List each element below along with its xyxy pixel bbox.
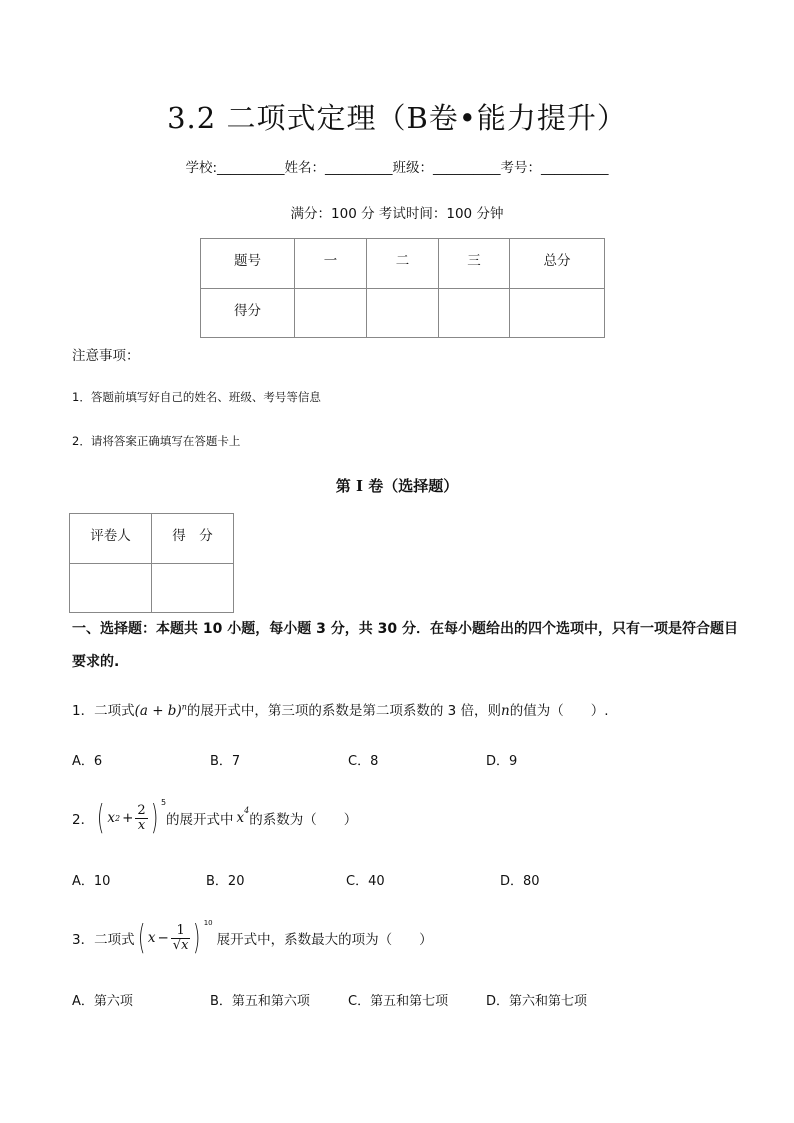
option-a[interactable]: A．第六项 <box>72 994 133 1009</box>
question-1-exponent: n <box>181 702 187 712</box>
left-paren: ( <box>97 798 105 838</box>
question-3-outer-exponent: 10 <box>203 919 213 927</box>
option-d[interactable]: D．9 <box>486 754 518 769</box>
question-1 <box>72 699 609 719</box>
question-1-variable: n <box>501 703 510 719</box>
fraction-denominator: √x <box>172 937 189 953</box>
question-2-variable-exponent: 4 <box>244 806 250 815</box>
part1-instructions-line1: 一、选择题：本题共 10 小题，每小题 3 分，共 30 分．在每小题给出的四个选项中，只有一项是符合题目 <box>72 621 738 637</box>
score-table-score-row <box>201 289 605 338</box>
minus-sign: − <box>157 930 169 946</box>
question-3 <box>72 916 433 960</box>
score-table <box>200 238 605 338</box>
left-paren: ( <box>137 918 145 958</box>
grader-label: 评卷人 <box>70 514 152 564</box>
score-table-header-row <box>201 239 605 289</box>
question-2-variable: x <box>236 810 245 826</box>
fraction-denominator: x <box>137 817 146 833</box>
fraction <box>171 924 191 952</box>
score-cell: 一 <box>295 239 367 289</box>
score-cell: 三 <box>439 239 510 289</box>
score-cell: 总分 <box>510 239 605 289</box>
question-1-prefix: 1．二项式 <box>72 703 135 719</box>
question-3-suffix: 展开式中，系数最大的项为（ ） <box>216 932 433 948</box>
option-d[interactable]: D．第六和第七项 <box>486 994 588 1009</box>
question-2 <box>72 796 357 840</box>
question-3-base: x <box>147 930 156 946</box>
grader-input-cell[interactable] <box>70 564 152 613</box>
score-cell: 二 <box>367 239 439 289</box>
fraction-numerator: 2 <box>137 802 146 818</box>
score-input-cell[interactable] <box>295 289 367 338</box>
question-2-text: 的展开式中 <box>166 812 234 828</box>
option-a[interactable]: A．6 <box>72 754 103 769</box>
grader-table <box>69 513 234 613</box>
question-1-text: 的展开式中，第三项的系数是第二项系数的 3 倍，则 <box>186 703 502 719</box>
question-2-suffix: 的系数为（ ） <box>249 812 358 828</box>
question-3-prefix: 3．二项式 <box>72 932 135 948</box>
option-a[interactable]: A．10 <box>72 874 111 889</box>
student-info-line: 学校:__________姓名：__________班级：__________考号：__________ <box>185 160 609 176</box>
question-2-base-exponent: 2 <box>114 813 121 823</box>
option-c[interactable]: C．8 <box>348 754 379 769</box>
score-input-cell[interactable] <box>367 289 439 338</box>
right-paren: ) <box>193 918 201 958</box>
fraction <box>135 804 147 832</box>
score-time-line: 满分：100 分 考试时间：100 分钟 <box>290 206 504 222</box>
page-title: 3.2 二项式定理（B卷•能力提升） <box>167 101 627 135</box>
score-cell: 题号 <box>201 239 295 289</box>
option-b[interactable]: B．7 <box>210 754 241 769</box>
notes-heading: 注意事项： <box>72 348 140 364</box>
notes-item-2: 2．请将答案正确填写在答题卡上 <box>72 434 241 448</box>
score-label: 得 分 <box>152 514 234 564</box>
fraction-numerator: 1 <box>171 924 191 939</box>
score-cell: 得分 <box>201 289 295 338</box>
question-1-suffix: 的值为（ ）. <box>509 703 609 719</box>
option-b[interactable]: B．第五和第六项 <box>210 994 310 1009</box>
option-b[interactable]: B．20 <box>206 874 245 889</box>
part1-instructions-line2: 要求的. <box>72 654 120 670</box>
plus-sign: + <box>122 810 134 826</box>
option-c[interactable]: C．第五和第七项 <box>348 994 449 1009</box>
score-input-cell[interactable] <box>510 289 605 338</box>
score-input-cell[interactable] <box>152 564 234 613</box>
option-c[interactable]: C．40 <box>346 874 385 889</box>
question-2-outer-exponent: 5 <box>160 798 167 807</box>
right-paren: ) <box>150 798 158 838</box>
option-d[interactable]: D．80 <box>500 874 540 889</box>
question-2-prefix: 2． <box>72 812 95 828</box>
question-2-base: x <box>107 810 115 826</box>
section-title: 第 I 卷（选择题） <box>335 477 459 495</box>
notes-item-1: 1．答题前填写好自己的姓名、班级、考号等信息 <box>72 390 321 404</box>
score-input-cell[interactable] <box>439 289 510 338</box>
question-1-expression: (a + b) <box>134 703 182 719</box>
